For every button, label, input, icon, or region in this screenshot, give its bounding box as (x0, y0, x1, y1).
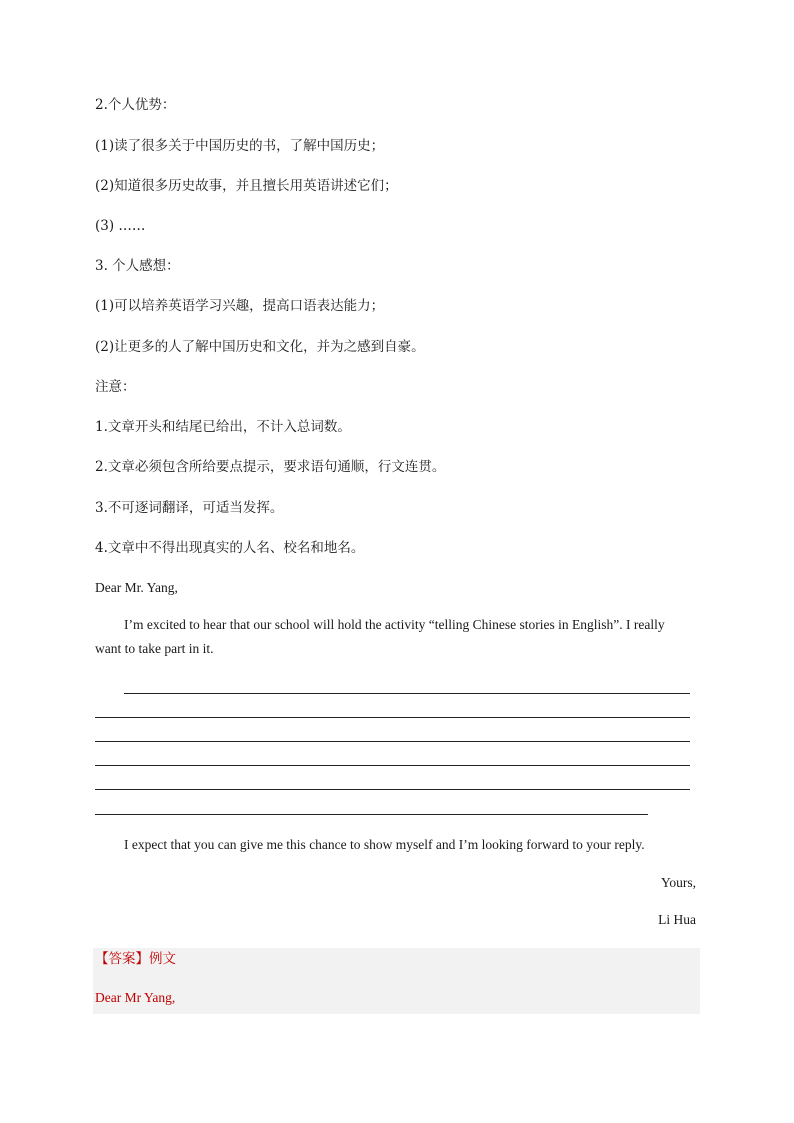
letter-signature: Li Hua (658, 912, 696, 927)
letter-salutation: Dear Mr. Yang, (95, 580, 178, 595)
letter-signoff: Yours, (660, 875, 696, 890)
section2-heading: 2.个人优势： (95, 97, 176, 113)
writing-line-3[interactable] (95, 741, 690, 742)
notes-item-1: 1.文章开头和结尾已给出，不计入总词数。 (95, 419, 351, 435)
letter-opening-line-2: want to take part in it. (95, 641, 214, 656)
writing-line-4[interactable] (95, 765, 690, 766)
letter-closing: I expect that you can give me this chance to show myself and I’m looking forward to your reply. (124, 837, 645, 852)
section3-item-1: (1)可以培养英语学习兴趣，提高口语表达能力； (95, 298, 385, 314)
section3-heading: 3. 个人感想： (95, 258, 180, 274)
notes-item-3: 3.不可逐词翻译，可适当发挥。 (95, 500, 284, 516)
section2-item-3: (3) …… (95, 218, 146, 234)
writing-line-6[interactable] (95, 814, 648, 815)
notes-item-4: 4.文章中不得出现真实的人名、校名和地名。 (95, 540, 365, 556)
notes-item-2: 2.文章必须包含所给要点提示，要求语句通顺，行文连贯。 (95, 459, 446, 475)
letter-opening-line-1: I’m excited to hear that our school will hold the activity “telling Chinese stories in English”. I really (124, 617, 665, 632)
section2-item-2: (2)知道很多历史故事，并且擅长用英语讲述它们； (95, 178, 398, 194)
answer-heading (95, 950, 176, 968)
writing-line-1[interactable] (124, 693, 690, 694)
answer-label: 例文 (149, 951, 176, 967)
section3-item-2: (2)让更多的人了解中国历史和文化，并为之感到自豪。 (95, 339, 425, 355)
notes-heading: 注意： (95, 379, 136, 395)
section2-item-1: (1)读了很多关于中国历史的书，了解中国历史； (95, 138, 385, 154)
answer-tag: 【答案】 (95, 951, 149, 967)
writing-line-5[interactable] (95, 789, 690, 790)
answer-salutation: Dear Mr Yang, (95, 990, 176, 1005)
answer-box (93, 948, 700, 1014)
writing-line-2[interactable] (95, 717, 690, 718)
